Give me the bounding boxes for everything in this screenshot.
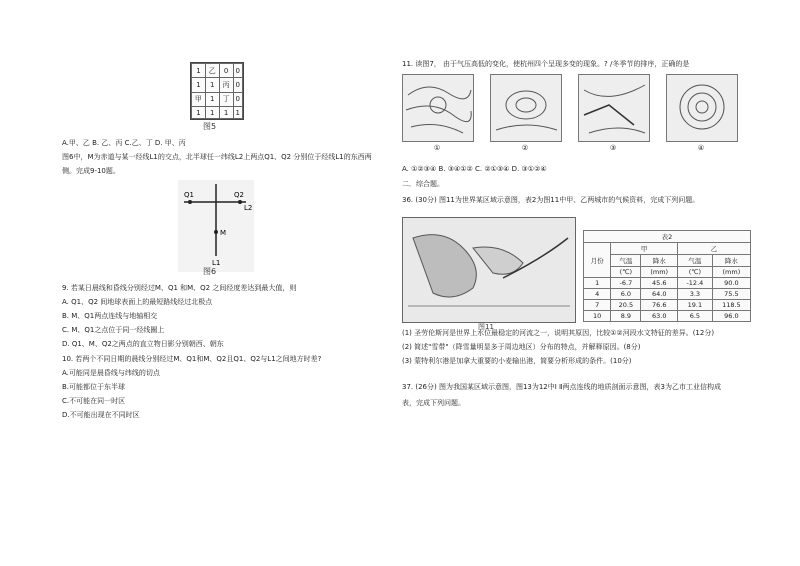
table-cell: 96.0: [712, 311, 750, 322]
figure-5-table: [191, 63, 243, 119]
q11-stem: 11. 读图7， 由于气压高低的变化，使杭州四个呈现多变的现象。? /冬季节的排序，正确的是: [402, 60, 690, 68]
grid-cell: 0: [233, 92, 242, 106]
q36-sub-1: (1) 圣劳伦斯河是世界上水位最稳定的河流之一，说明其原因，比较①②河段水文特征的差异。(12分): [402, 329, 715, 337]
map-label-3: ③: [609, 144, 617, 152]
grid-cell: 丙: [219, 78, 233, 92]
table-2-group-a: 甲: [611, 243, 678, 255]
q8-options: A.甲、乙 B. 乙、丙 C.乙、丁 D. 甲、丙: [62, 139, 186, 147]
label-q1: Q1: [184, 191, 194, 199]
table-2-col-header: 气温: [678, 255, 713, 267]
table-cell: 10: [584, 311, 611, 322]
q9-10-intro-line1: 图6中，M为赤道与某一经线L1的交点，北半球任一纬线L2上两点Q1、Q2 分别位于经线L1的东西两: [62, 153, 372, 161]
isobar-map-1-icon: [403, 75, 473, 141]
table-2: [583, 230, 751, 322]
grid-cell: 1: [205, 92, 219, 106]
table-2-group-b: 乙: [678, 243, 751, 255]
grid-cell: 1: [219, 107, 233, 119]
figure-6-caption: 图6: [203, 267, 217, 276]
grid-cell: 1: [192, 107, 206, 119]
table-cell: -12.4: [678, 278, 713, 289]
map-label-1: ①: [433, 144, 441, 152]
q10-option-b: B.可能都位于东半球: [62, 383, 126, 391]
q9-stem: 9. 若某日晨线和昏线分别经过M、Q1 和M、Q2 之间经度差达到最大值，则: [62, 284, 297, 292]
q36-sub-2: (2) 简述"雪带"（降雪量明显多于周边地区）分布的特点，并解释原因。(8分): [402, 343, 641, 351]
q37-stem-line1: 37. (26分) 图为我国某区域示意图，图13为12中Ⅰ Ⅱ两点连线的地质剖面示意图，表3为乙市工业信构成: [402, 383, 721, 391]
grid-cell: 1: [192, 64, 206, 78]
table-cell: 90.0: [712, 278, 750, 289]
table-2-col-header: 降水: [712, 255, 750, 267]
grid-cell: 乙: [205, 64, 219, 78]
table-cell: 7: [584, 300, 611, 311]
table-2-col-header: 气温: [611, 255, 641, 267]
table-2-col-unit: (℃): [678, 267, 713, 278]
table-cell: 8.9: [611, 311, 641, 322]
q36-stem: 36. (30分) 图11为世界某区域示意图，表2为图11中甲、乙两城市的气候资料，完成下列问题。: [402, 196, 700, 204]
table-cell: 3.3: [678, 289, 713, 300]
weather-map-2: [490, 74, 562, 142]
grid-cell: 丁: [219, 92, 233, 106]
table-row: [584, 278, 751, 289]
figure-6: [178, 180, 254, 272]
table-cell: 6.5: [678, 311, 713, 322]
grid-cell: 0: [233, 64, 242, 78]
table-2-month-header: 月份: [584, 243, 611, 278]
figure-5-grid: [190, 62, 244, 120]
table-cell: 45.6: [641, 278, 678, 289]
weather-map-4: [666, 74, 738, 142]
label-l2: L2: [244, 204, 253, 212]
figure-6-diagram: [178, 180, 254, 272]
point-m: [214, 230, 218, 234]
q10-stem: 10. 若两个不同日期的晨线分别经过M、Q1和M、Q2且Q1、Q2与L1之间地方时差?: [62, 355, 322, 363]
table-cell: 76.6: [641, 300, 678, 311]
table-2-body: [584, 278, 751, 322]
grid-cell: 1: [233, 107, 242, 119]
q9-10-intro-line2: 侧。完成9-10题。: [62, 167, 120, 175]
grid-cell: 1: [205, 78, 219, 92]
table-cell: -6.7: [611, 278, 641, 289]
label-l1: L1: [212, 259, 221, 267]
table-2-title: 表2: [584, 231, 751, 243]
q37-stem-line2: 表，完成下列问题。: [402, 399, 465, 407]
weather-map-3: [578, 74, 650, 142]
table-2-col-unit: (mm): [712, 267, 750, 278]
table-2-col-unit: (mm): [641, 267, 678, 278]
map-label-2: ②: [521, 144, 529, 152]
table-cell: 1: [584, 278, 611, 289]
q9-option-b: B. M、Q1两点连线与地轴相交: [62, 312, 158, 320]
table-row: [584, 311, 751, 322]
q36-sub-3: (3) 蒙特利尔港是加拿大重要的小麦输出港，简要分析形成的条件。(10分): [402, 357, 632, 365]
figure-11-caption: 图11: [478, 323, 494, 331]
table-cell: 64.0: [641, 289, 678, 300]
region-map-icon: [403, 218, 575, 322]
map-label-4: ④: [697, 144, 705, 152]
section-2-heading: 二．综合题。: [402, 180, 444, 188]
label-q2: Q2: [234, 191, 244, 199]
q9-option-a: A. Q1、Q2 间地球表面上的最短路线经过北极点: [62, 298, 213, 306]
grid-cell: 1: [192, 78, 206, 92]
grid-cell: 0: [233, 78, 242, 92]
grid-cell: 1: [205, 107, 219, 119]
point-q1: [188, 200, 192, 204]
grid-cell: 甲: [192, 92, 206, 106]
table-cell: 75.5: [712, 289, 750, 300]
table-2-col-header: 降水: [641, 255, 678, 267]
figure-5-caption: 图5: [203, 122, 217, 131]
table-cell: 19.1: [678, 300, 713, 311]
q10-option-c: C.不可能在同一时区: [62, 397, 126, 405]
table-cell: 63.0: [641, 311, 678, 322]
q11-options: A. ①②③④ B. ③④①② C. ②①③④ D. ③①②④: [402, 165, 547, 173]
figure-11-map: [402, 217, 576, 323]
table-row: [584, 300, 751, 311]
isobar-map-3-icon: [579, 75, 649, 141]
point-q2: [238, 200, 242, 204]
table-cell: 4: [584, 289, 611, 300]
grid-cell: 0: [219, 64, 233, 78]
q9-option-d: D. Q1、M、Q2之两点的直立物日影分别朝西、朝东: [62, 340, 224, 348]
figure-7-weather-maps: [402, 74, 738, 150]
table-2-grid: [583, 230, 751, 322]
isobar-map-2-icon: [491, 75, 561, 141]
q9-option-c: C. M、Q1之点位于同一经线圈上: [62, 326, 165, 334]
q10-option-a: A.可能同是晨昏线与纬线的切点: [62, 369, 160, 377]
q10-option-d: D.不可能出现在不同时区: [62, 411, 140, 419]
table-cell: 118.5: [712, 300, 750, 311]
table-2-col-unit: (℃): [611, 267, 641, 278]
label-m: M: [220, 229, 227, 237]
table-cell: 20.5: [611, 300, 641, 311]
isobar-map-4-icon: [667, 75, 737, 141]
weather-map-1: [402, 74, 474, 142]
table-row: [584, 289, 751, 300]
table-cell: 6.0: [611, 289, 641, 300]
